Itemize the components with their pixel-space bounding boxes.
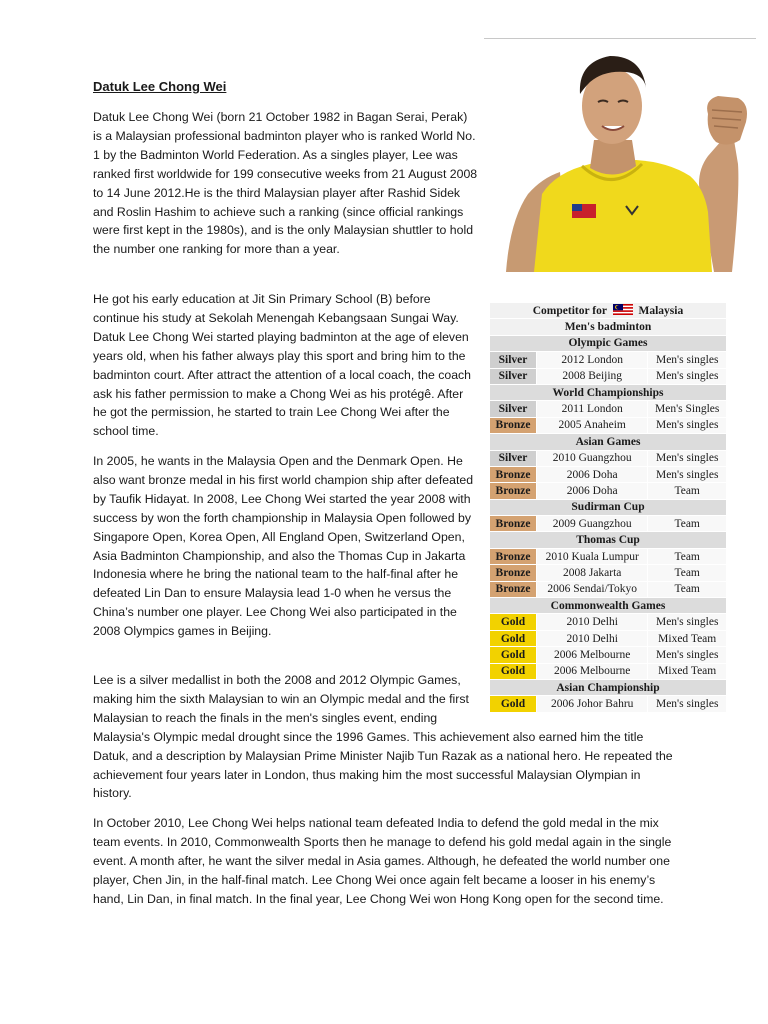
sport-label: Men's badminton	[490, 319, 726, 334]
section-title: Sudirman Cup	[490, 500, 726, 515]
venue-cell: 2008 Jakarta	[537, 565, 647, 580]
venue-cell: 2010 Delhi	[537, 614, 647, 629]
event-cell: Men's singles	[648, 451, 726, 466]
medal-row	[490, 451, 726, 466]
venue-cell: 2011 London	[537, 401, 647, 416]
venue-cell: 2012 London	[537, 352, 647, 367]
event-cell: Men's Singles	[648, 401, 726, 416]
medal-row	[490, 483, 726, 498]
event-cell: Team	[648, 565, 726, 580]
medal-badge: Bronze	[490, 582, 536, 597]
medal-badge: Bronze	[490, 467, 536, 482]
medal-row	[490, 549, 726, 564]
malaysia-flag-icon	[613, 304, 633, 318]
paragraph-early-life: He got his early education at Jit Sin Primary School (B) before continue his study at Sekolah Menengah Kebangsaan Sungai Way. Datuk Lee Chong Wei started playing badminton at the age of eleven years old, when his father always play this sport and bring him to the badminton court. After attract the attention of a local coach, the coach ask his father permission to make a Chong Wei as his protégê. After he got the permission, he started to train Lee Chong Wei after the school time.	[93, 292, 472, 439]
venue-cell: 2010 Kuala Lumpur	[537, 549, 647, 564]
medal-row	[490, 401, 726, 416]
medal-badge: Gold	[490, 647, 536, 662]
top-divider	[484, 38, 756, 39]
athlete-photo-icon	[486, 44, 756, 272]
medal-row	[490, 467, 726, 482]
venue-cell: 2006 Sendai/Tokyo	[537, 582, 647, 597]
medal-row	[490, 614, 726, 629]
medal-badge: Silver	[490, 352, 536, 367]
venue-cell: 2005 Anaheim	[537, 418, 647, 433]
medal-table	[489, 302, 727, 713]
medal-badge: Silver	[490, 451, 536, 466]
medal-badge: Bronze	[490, 549, 536, 564]
medal-badge: Bronze	[490, 565, 536, 580]
event-cell: Mixed Team	[648, 664, 726, 679]
medal-badge: Bronze	[490, 418, 536, 433]
section-title: Thomas Cup	[490, 532, 726, 547]
event-cell: Team	[648, 582, 726, 597]
table-header-row	[490, 303, 726, 318]
section-row	[490, 336, 726, 351]
medal-badge: Bronze	[490, 516, 536, 531]
event-cell: Men's singles	[648, 352, 726, 367]
event-cell: Team	[648, 483, 726, 498]
medal-badge: Gold	[490, 696, 536, 711]
section-row	[490, 598, 726, 613]
section-row	[490, 434, 726, 449]
medal-row	[490, 664, 726, 679]
document-title: Datuk Lee Chong Wei	[93, 79, 227, 94]
venue-cell: 2010 Delhi	[537, 631, 647, 646]
venue-cell: 2006 Doha	[537, 483, 647, 498]
section-title: Commonwealth Games	[490, 598, 726, 613]
paragraph-intro: Datuk Lee Chong Wei (born 21 October 1982 in Bagan Serai, Perak) is a Malaysian professional badminton player who is ranked World No. 1 by the Badminton World Federation. As a singles player, Lee was ranked first worldwide for 199 consecutive weeks from 21 August 2008 to 14 June 2012.He is the third Malaysian player after Rashid Sidek and Roslin Hashim to achieve such a ranking (since official rankings were first kept in the 1980s), and is the only Malaysian shuttler to hold the number one ranking for more than a year.	[93, 110, 478, 257]
event-cell: Men's singles	[648, 614, 726, 629]
event-cell: Men's singles	[648, 369, 726, 384]
medal-row	[490, 696, 726, 711]
medal-badge: Gold	[490, 614, 536, 629]
venue-cell: 2006 Melbourne	[537, 647, 647, 662]
competitor-for-cell	[490, 303, 726, 318]
event-cell: Mixed Team	[648, 631, 726, 646]
medal-badge: Silver	[490, 369, 536, 384]
section-row	[490, 385, 726, 400]
venue-cell: 2009 Guangzhou	[537, 516, 647, 531]
venue-cell: 2008 Beijing	[537, 369, 647, 384]
sport-row	[490, 319, 726, 334]
medal-row	[490, 369, 726, 384]
medal-row	[490, 582, 726, 597]
venue-cell: 2006 Melbourne	[537, 664, 647, 679]
section-title: Asian Championship	[490, 680, 726, 695]
medal-row	[490, 352, 726, 367]
event-cell: Men's singles	[648, 647, 726, 662]
medal-badge: Bronze	[490, 483, 536, 498]
medal-badge: Silver	[490, 401, 536, 416]
venue-cell: 2006 Johor Bahru	[537, 696, 647, 711]
section-row	[490, 680, 726, 695]
paragraph-olympics-text: Lee is a silver medallist in both the 2008 and 2012 Olympic Games, making him the sixth Malaysian to win an Olympic medal and the first Malaysian to reach the finals in the men's singles event, ending Malaysia's Olympic medal drought since the 1996 Games. This achievement also earned him the title Datuk, and a description by Malaysian Prime Minister Najib Tun Razak as a national hero. He repeated the achievement four years later in London, thus making him the most successful Malaysian Olympian in history.	[93, 673, 673, 801]
paragraph-2010: In October 2010, Lee Chong Wei helps national team defeated India to defend the gold medal in the mix team events. In 2010, Commonwealth Sports then he manage to defend his gold medal again in the single event. A month after, he want the silver medal in Asia games. Although, he defeated the world number one player, Chen Jin, in the half-final match. Lee Chong Wei once again felt became a looser in his enemy’s hand, Lin Dan, in final match. In the final year, Lee Chong Wei won Hong Kong open for the second time.	[93, 816, 672, 906]
medal-row	[490, 418, 726, 433]
competitor-for-label: Competitor for	[532, 304, 607, 317]
section-row	[490, 500, 726, 515]
country-label: Malaysia	[638, 304, 684, 317]
venue-cell: 2010 Guangzhou	[537, 451, 647, 466]
event-cell: Team	[648, 516, 726, 531]
section-title: World Championships	[490, 385, 726, 400]
event-cell: Men's singles	[648, 418, 726, 433]
medal-badge: Gold	[490, 631, 536, 646]
athlete-photo	[486, 44, 756, 272]
paragraph-2005-2008: In 2005, he wants in the Malaysia Open and the Denmark Open. He also want bronze medal in his first world champion ship after defeated by Taufik Hidayat. In 2008, Lee Chong Wei started the year 2008 with success by won the forth championship in Malaysia Open followed by Singapore Open, Korea Open, All England Open, Switzerland Open, Asia Badminton Championship, and also the Thomas Cup in Jakarta Indonesia where he bring the national team to the half-final after he defeated Lin Dan to ensure Malaysia lead 1-0 when he versus the China’s number one player. Lee Chong Wei also participated in the 2008 Olympics games in Beijing.	[93, 454, 474, 639]
section-title: Asian Games	[490, 434, 726, 449]
medal-row	[490, 516, 726, 531]
event-cell: Team	[648, 549, 726, 564]
medal-row	[490, 631, 726, 646]
venue-cell: 2006 Doha	[537, 467, 647, 482]
medal-row	[490, 647, 726, 662]
medal-row	[490, 565, 726, 580]
medal-badge: Gold	[490, 664, 536, 679]
section-title: Olympic Games	[490, 336, 726, 351]
event-cell: Men's singles	[648, 467, 726, 482]
section-row	[490, 532, 726, 547]
event-cell: Men's singles	[648, 696, 726, 711]
